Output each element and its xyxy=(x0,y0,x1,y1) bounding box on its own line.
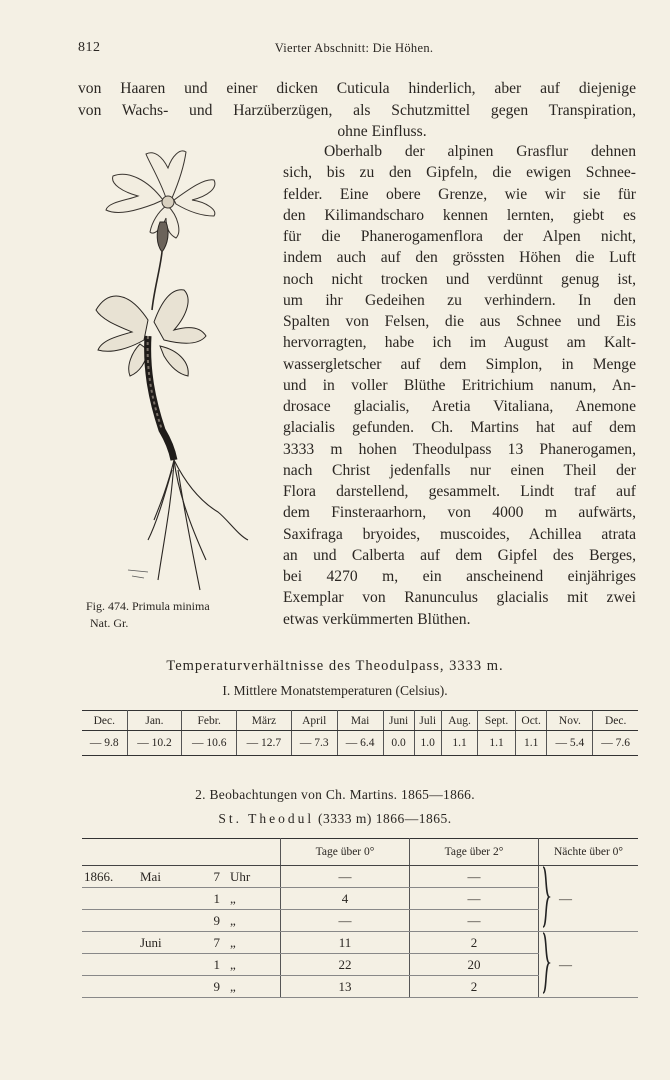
hour-cell: 9 xyxy=(202,910,220,932)
month-header: Oct. xyxy=(515,711,547,731)
month-header: Juli xyxy=(414,711,441,731)
text-line: nach Christ jedenfalls nur einen Theil der xyxy=(283,461,636,479)
text-line: Spalten von Felsen, die aus Schnee und Eis xyxy=(283,313,636,330)
text-line: indem auch auf den grössten Höhen die Luft xyxy=(283,249,636,267)
caption-line: Nat. Gr. xyxy=(90,616,129,630)
header-nights-above-0: Nächte über 0° xyxy=(539,839,639,866)
year-cell xyxy=(82,888,126,910)
text-line: sich, bis zu den Gipfeln, die ewigen Schnee- xyxy=(283,164,636,182)
days-above-0-cell: 13 xyxy=(281,976,410,998)
text-line: von Haaren und einer dicken Cuticula hinderlich, aber auf diejenige xyxy=(78,80,636,97)
table-row xyxy=(82,866,638,888)
hour-cell: 1 xyxy=(202,954,220,976)
hour-cell: 7 xyxy=(202,866,220,888)
temperature-cell: — 9.8 xyxy=(82,731,127,756)
days-above-2-cell: — xyxy=(410,888,539,910)
table2-subtitle xyxy=(0,811,670,827)
month-cell xyxy=(126,976,202,998)
table2-title: 2. Beobachtungen von Ch. Martins. 1865—1866. xyxy=(195,787,475,802)
station-name: St. Theodul xyxy=(218,811,315,826)
text-line: hervorragten, habe ich im August am Kalt- xyxy=(283,334,636,352)
year-cell xyxy=(82,910,126,932)
text-line: 3333 m hohen Theodulpass 13 Phanerogamen, xyxy=(283,440,636,458)
text-line: Oberhalb der alpinen Grasflur dehnen xyxy=(324,143,636,160)
brace-icon xyxy=(541,931,551,995)
page-header xyxy=(78,40,630,60)
nights-value: — xyxy=(559,956,572,972)
subtitle-rest: (3333 m) 1866—1865. xyxy=(318,811,452,826)
main-paragraph xyxy=(283,141,636,630)
month-cell xyxy=(126,910,202,932)
month-header: April xyxy=(291,711,337,731)
days-above-0-cell: — xyxy=(281,866,410,888)
empty-header-cell xyxy=(82,839,281,866)
days-above-0-cell: 11 xyxy=(281,932,410,954)
figure-caption xyxy=(86,598,276,632)
running-head: Vierter Abschnitt: Die Höhen. xyxy=(274,41,434,55)
temperature-cell: — 7.3 xyxy=(291,731,337,756)
temperature-cell: 1.1 xyxy=(478,731,516,756)
unit-cell: Uhr xyxy=(220,866,281,888)
header-days-above-0: Tage über 0° xyxy=(281,839,410,866)
unit-cell: „ xyxy=(220,932,281,954)
caption-line: Fig. 474. Primula minima xyxy=(86,599,210,613)
days-above-2-cell: 2 xyxy=(410,932,539,954)
days-above-2-cell: — xyxy=(410,866,539,888)
month-header: Nov. xyxy=(547,711,593,731)
month-header: Dec. xyxy=(82,711,127,731)
month-cell: Mai xyxy=(126,866,202,888)
hour-cell: 7 xyxy=(202,932,220,954)
hour-cell: 1 xyxy=(202,888,220,910)
year-cell xyxy=(82,976,126,998)
days-above-2-cell: — xyxy=(410,910,539,932)
table-row xyxy=(82,932,638,954)
temperature-cell: 1.0 xyxy=(414,731,441,756)
temperature-cell: — 12.7 xyxy=(237,731,292,756)
temperature-cell: 1.1 xyxy=(441,731,478,756)
temperature-cell: — 10.6 xyxy=(182,731,237,756)
brace-icon xyxy=(541,865,551,929)
temperature-cell: — 5.4 xyxy=(547,731,593,756)
table1-subtitle: I. Mittlere Monatstemperaturen (Celsius). xyxy=(222,683,448,698)
primula-minima-illustration xyxy=(88,140,263,600)
temperature-cell: — 7.6 xyxy=(593,731,638,756)
nights-above-0-cell xyxy=(539,866,639,932)
month-header: Febr. xyxy=(182,711,237,731)
month-header: Mai xyxy=(337,711,383,731)
text-line: wassergletscher auf dem Simplon, in Menge xyxy=(283,355,636,373)
header-days-above-2: Tage über 2° xyxy=(410,839,539,866)
month-header: Dec. xyxy=(593,711,638,731)
text-line: bei 4270 m, ein anscheinend einjähriges xyxy=(283,568,636,585)
text-line: noch nicht trocken und verdünnt genug ist, xyxy=(283,270,636,288)
unit-cell: „ xyxy=(220,976,281,998)
unit-cell: „ xyxy=(220,888,281,910)
text-line: drosace glacialis, Aretia Vitaliana, Anemone xyxy=(283,398,636,415)
table1-title: Temperaturverhältnisse des Theodulpass, 3333 m. xyxy=(166,658,504,674)
days-above-2-cell: 20 xyxy=(410,954,539,976)
text-line: dem Finsteraarhorn, von 4000 m aufwärts, xyxy=(283,504,636,522)
text-line: ohne Einfluss. xyxy=(337,123,427,141)
temperature-cell: — 10.2 xyxy=(127,731,182,756)
month-cell xyxy=(126,888,202,910)
table-header-row xyxy=(82,711,638,731)
year-cell xyxy=(82,932,126,954)
text-line: an und Calberta auf dem Gipfel des Berges, xyxy=(283,546,636,564)
month-header: März xyxy=(237,711,292,731)
text-line: Exemplar von Ranunculus glacialis mit zwei xyxy=(283,589,636,607)
page-number: 812 xyxy=(78,40,101,55)
days-above-0-cell: 22 xyxy=(281,954,410,976)
unit-cell: „ xyxy=(220,910,281,932)
days-above-0-cell: — xyxy=(281,910,410,932)
text-line: glacialis gefunden. Ch. Martins hat auf dem xyxy=(283,419,636,437)
monthly-temperature-table xyxy=(82,710,638,756)
text-line: felder. Eine obere Grenze, wie wir sie für xyxy=(283,185,636,203)
temperature-cell: — 6.4 xyxy=(337,731,383,756)
nights-value: — xyxy=(559,890,572,906)
table-header-row xyxy=(82,839,638,866)
text-line: Saxifraga bryoides, muscoides, Achillea atrata xyxy=(283,525,636,543)
days-above-2-cell: 2 xyxy=(410,976,539,998)
temperature-cell: 0.0 xyxy=(383,731,414,756)
month-header: Aug. xyxy=(441,711,478,731)
month-cell: Juni xyxy=(126,932,202,954)
month-header: Jan. xyxy=(127,711,182,731)
text-line: von Wachs- und Harzüberzügen, als Schutzmittel gegen Transpiration, xyxy=(78,101,636,119)
month-cell xyxy=(126,954,202,976)
text-line: für die Phanerogamenflora der Alpen nicht, xyxy=(283,228,636,245)
hour-cell: 9 xyxy=(202,976,220,998)
month-header: Sept. xyxy=(478,711,516,731)
text-line: den Kilimandscharo kennen lernten, giebt es xyxy=(283,206,636,224)
month-header: Juni xyxy=(383,711,414,731)
unit-cell: „ xyxy=(220,954,281,976)
nights-above-0-cell xyxy=(539,932,639,998)
text-line: etwas verkümmerten Blüthen. xyxy=(283,610,471,628)
year-cell xyxy=(82,954,126,976)
days-above-0-cell: 4 xyxy=(281,888,410,910)
intro-paragraph xyxy=(78,78,636,143)
table-row xyxy=(82,731,638,756)
observations-table xyxy=(82,838,638,998)
temperature-cell: 1.1 xyxy=(515,731,547,756)
text-line: und in voller Blüthe Eritrichium nanum, An- xyxy=(283,376,636,394)
year-cell: 1866. xyxy=(82,866,126,888)
text-line: Flora darstellend, gesammelt. Lindt traf auf xyxy=(283,483,636,500)
text-line: um ihr Gedeihen zu verhindern. In den xyxy=(283,291,636,309)
